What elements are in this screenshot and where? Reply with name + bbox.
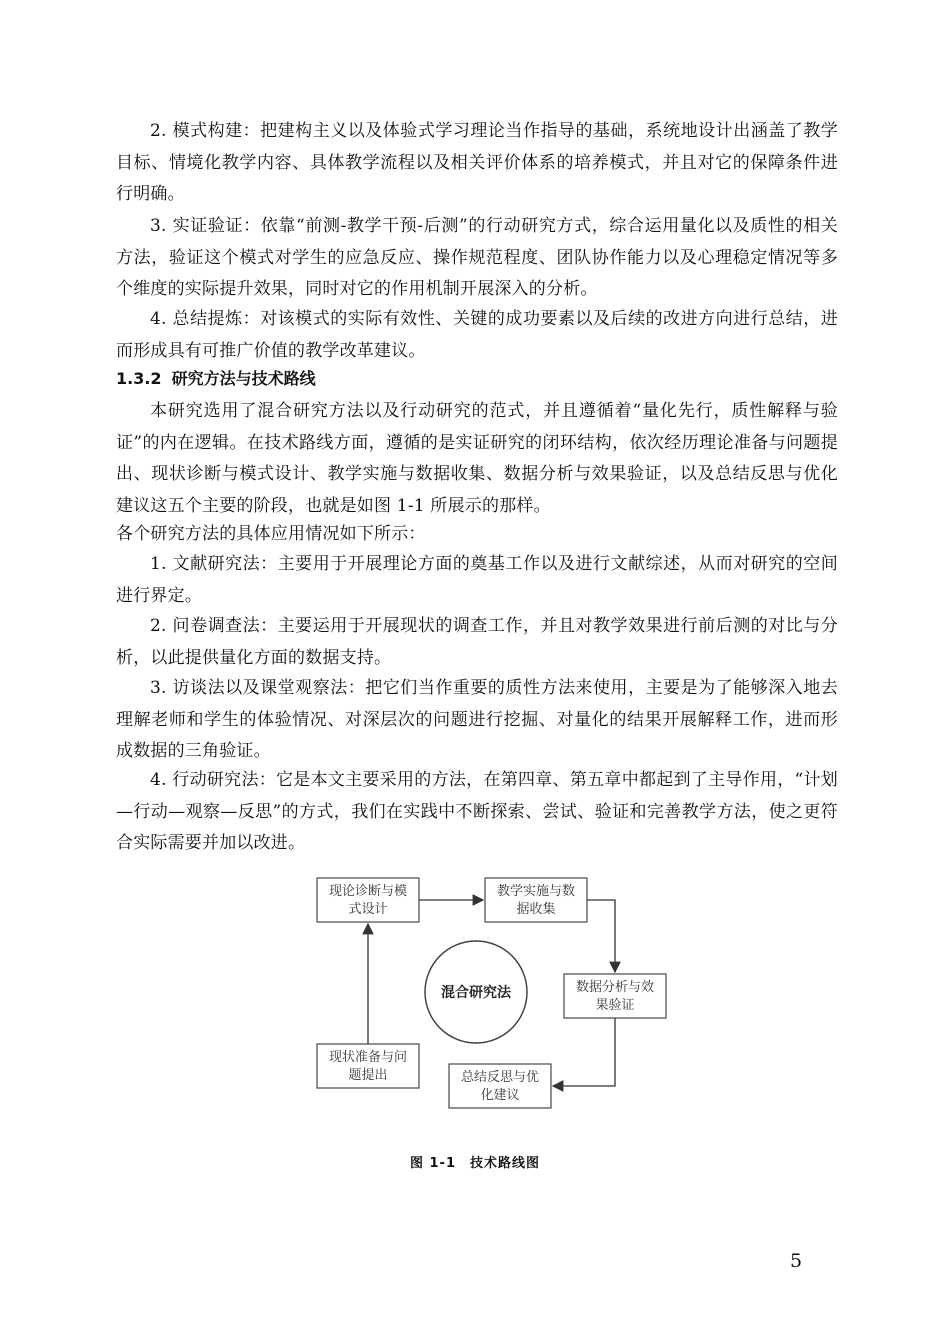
- svg-text:数据分析与效: 数据分析与效: [575, 980, 655, 995]
- paragraph-method-overview: 本研究选用了混合研究方法以及行动研究的范式，并且遵循着“量化先行，质性解释与验证”的内在逻辑。在技术路线方面，遵循的是实证研究的闭环结构，依次经历理论准备与问题提出、现状诊断与模式设计、教学实施与数据收集、数据分析与效果验证，以及总结反思与优化建议这五个主要的阶段，也就是如图 1-1 所展示的那样。: [116, 401, 838, 516]
- box-reflection-suggestion: [449, 1064, 551, 1108]
- arrow-analysis-to-reflection: [553, 1018, 615, 1086]
- arrow-implementation-to-analysis: [587, 900, 615, 972]
- paragraph-empirical-validation: 3. 实证验证：依靠“前测-教学干预-后测”的行动研究方式，综合运用量化以及质性的相关方法，验证这个模式对学生的应急反应、操作规范程度、团队协作能力以及心理稳定情况等多个维度的实际提升效果，同时对它的作用机制开展深入的分析。: [116, 216, 838, 299]
- technical-roadmap-diagram: [300, 868, 680, 1118]
- center-circle-mixed-method: [425, 941, 527, 1043]
- svg-text:现论诊断与模: 现论诊断与模: [328, 884, 408, 899]
- box-diagnosis-design: [317, 878, 419, 922]
- figure-caption: [0, 1152, 950, 1171]
- paragraph-action-research: 4. 行动研究法：它是本文主要采用的方法，在第四章、第五章中都起到了主导作用，“计划—行动—观察—反思”的方式，我们在实践中不断探索、尝试、验证和完善教学方法，使之更符合实际需要并加以改进。: [116, 770, 838, 853]
- svg-text:化建议: 化建议: [480, 1088, 520, 1103]
- section-title: 研究方法与技术路线: [171, 369, 316, 388]
- box-analysis-validation: [564, 974, 666, 1018]
- svg-text:教学实施与数: 教学实施与数: [496, 884, 576, 899]
- box-preparation-problem: [317, 1044, 419, 1088]
- svg-text:题提出: 题提出: [348, 1068, 388, 1083]
- paragraph-method-intro: 各个研究方法的具体应用情况如下所示：: [116, 524, 426, 544]
- paragraph-model-construction: 2. 模式构建：把建构主义以及体验式学习理论当作指导的基础，系统地设计出涵盖了教学目标、情境化教学内容、具体教学流程以及相关评价体系的培养模式，并且对它的保障条件进行明确。: [116, 121, 838, 204]
- paragraph-summary: 4. 总结提炼：对该模式的实际有效性、关键的成功要素以及后续的改进方向进行总结，进而形成具有可推广价值的教学改革建议。: [116, 309, 838, 361]
- svg-text:据收集: 据收集: [516, 902, 556, 917]
- paragraph-interview-method: 3. 访谈法以及课堂观察法：把它们当作重要的质性方法来使用，主要是为了能够深入地去理解老师和学生的体验情况、对深层次的问题进行挖掘、对量化的结果开展解释工作，进而形成数据的三角验证。: [116, 678, 838, 761]
- svg-text:现状准备与问: 现状准备与问: [328, 1050, 408, 1065]
- figure-number: 图 1-1: [409, 1156, 456, 1171]
- box-implementation-collection: [485, 878, 587, 922]
- svg-text:式设计: 式设计: [348, 902, 388, 917]
- section-number: 1.3.2: [116, 369, 162, 388]
- paragraph-survey-method: 2. 问卷调查法：主要运用于开展现状的调查工作，并且对教学效果进行前后测的对比与分析，以此提供量化方面的数据支持。: [116, 616, 838, 668]
- section-heading: [116, 366, 316, 392]
- paragraph-literature-method: 1. 文献研究法：主要用于开展理论方面的奠基工作以及进行文献综述，从而对研究的空间进行界定。: [116, 554, 838, 606]
- page-number: 5: [790, 1250, 803, 1272]
- svg-text:总结反思与优: 总结反思与优: [460, 1070, 540, 1085]
- svg-text:混合研究法: 混合研究法: [441, 985, 511, 1001]
- svg-text:果验证: 果验证: [595, 998, 635, 1013]
- figure-title: 技术路线图: [470, 1156, 541, 1171]
